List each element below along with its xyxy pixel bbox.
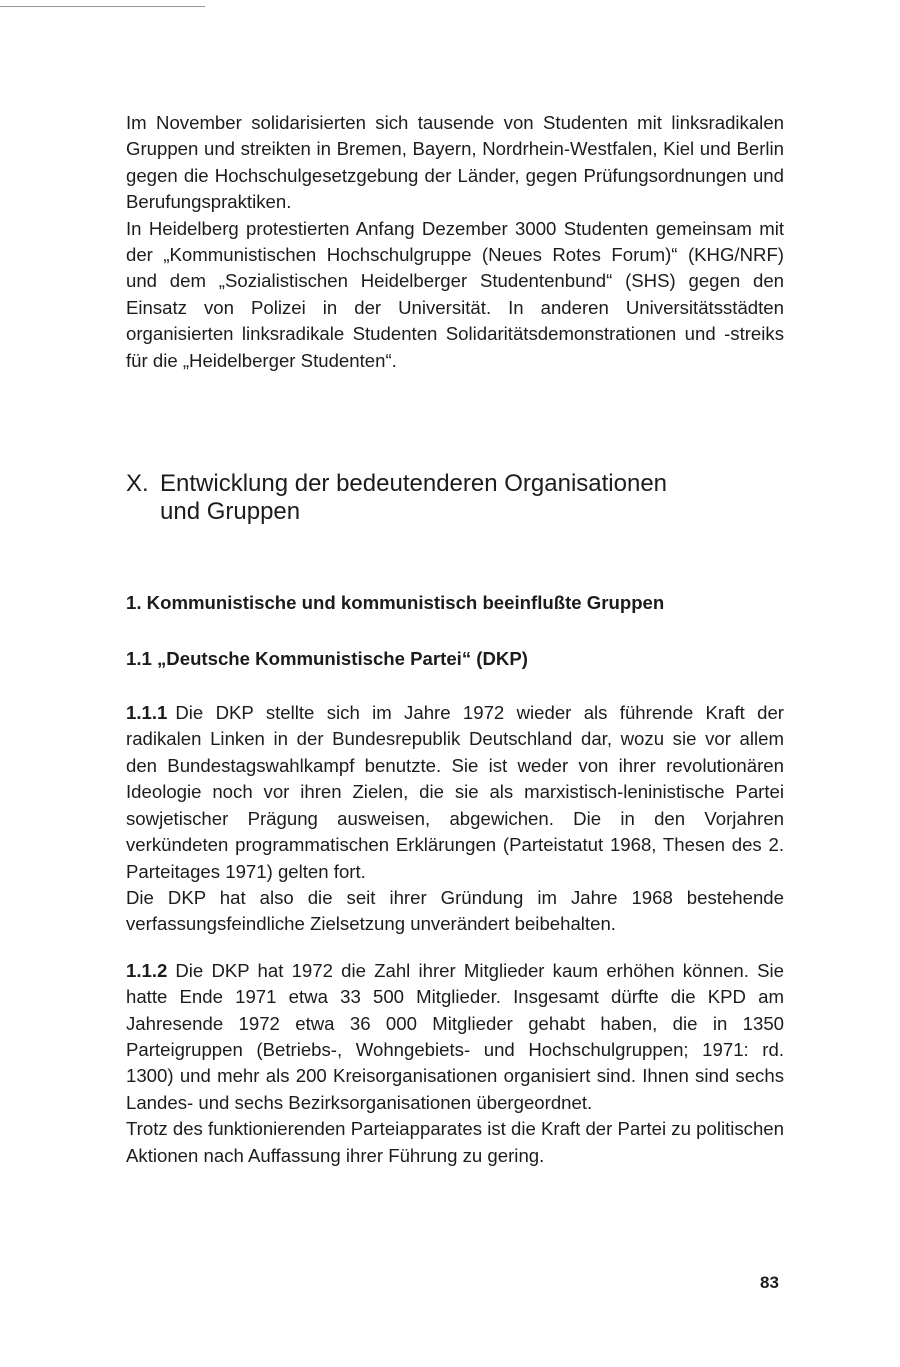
- page-body: [126, 110, 784, 1169]
- page-number: 83: [760, 1273, 779, 1292]
- section-1-1-2-paragraph-2: Trotz des funktionierenden Parteiapparates ist die Kraft der Partei zu politischen Aktionen nach Auffassung ihrer Führung zu gering.: [126, 1118, 784, 1166]
- intro-paragraph-1: Im November solidarisierten sich tausende von Studenten mit linksradikalen Gruppen und streikten in Bremen, Bayern, Nordrhein-Westfalen, Kiel und Berlin gegen die Hochschulgesetzgebung der Länder, gegen Prüfungsordnungen und Berufungspraktiken.: [126, 112, 784, 213]
- chapter-title-line-2: und Gruppen: [160, 498, 301, 526]
- section-1-1-1: [126, 700, 784, 938]
- section-1-1-1-paragraph-2: Die DKP hat also die seit ihrer Gründung im Jahre 1968 bestehende verfassungsfeindliche Zielsetzung unverändert beibehalten.: [126, 886, 784, 935]
- section-1-1-1-text-1: Die DKP stellte sich im Jahre 1972 wieder als führende Kraft der radikalen Linken in der Bundesrepublik Deutschland dar, wozu sie vor allem den Bundestagswahlkampf benutzte. Sie ist weder von ihrer revolutionären Ideologie noch vor ihren Zielen, die sie als marxistisch-leninistische Partei sowjetischer Prägung ausweisen, abgewichen. Die in den Vorjahren verkündeten programmatischen Erklärungen (Parteistatut 1968, Thesen des 2. Parteitages 1971) gelten fort.: [126, 702, 784, 882]
- section-1-1-2-paragraph-1: [126, 958, 784, 1116]
- intro-paragraph-2: In Heidelberg protestierten Anfang Dezember 3000 Studenten gemeinsam mit der „Kommunistischen Hochschulgruppe (Neues Rotes Forum)“ (KHG/NRF) und dem „Sozialistischen Heidelberger Studentenbund“ (SHS) gegen den Einsatz von Polizei in der Universität. In anderen Universitätsstädten organisierten linksradikale Studenten Solidaritätsdemonstrationen und -streiks für die „Heidelberger Studenten“.: [126, 217, 784, 371]
- section-1-1-1-number: 1.1.1: [126, 702, 168, 724]
- scan-top-rule: [0, 6, 205, 7]
- chapter-number: X.: [126, 470, 149, 498]
- section-1-1-1-paragraph-1: [126, 700, 784, 885]
- section-1-1-heading: 1.1 „Deutsche Kommunistische Partei“ (DKP): [126, 648, 528, 670]
- section-1-1-2-number: 1.1.2: [126, 959, 168, 981]
- section-1-1-2-text-1: Die DKP hat 1972 die Zahl ihrer Mitglieder kaum erhöhen können. Sie hatte Ende 1971 etwa 33 500 Mitglieder. Insgesamt dürfte die KPD am Jahresende 1972 etwa 36 000 Mitglieder gehabt haben, die in 1350 Parteigruppen (Betriebs-, Wohngebiets- und Hochschulgruppen; 1971: rd. 1300) und mehr als 200 Kreisorganisationen organisiert sind. Ihnen sind sechs Landes- und sechs Bezirksorganisationen übergeordnet.: [126, 959, 784, 1113]
- chapter-title-line-1: Entwicklung der bedeutenderen Organisationen: [160, 470, 668, 498]
- section-1-1-2: [126, 958, 784, 1169]
- chapter-title: [126, 470, 784, 526]
- section-1-heading: 1. Kommunistische und kommunistisch beeinflußte Gruppen: [126, 592, 665, 614]
